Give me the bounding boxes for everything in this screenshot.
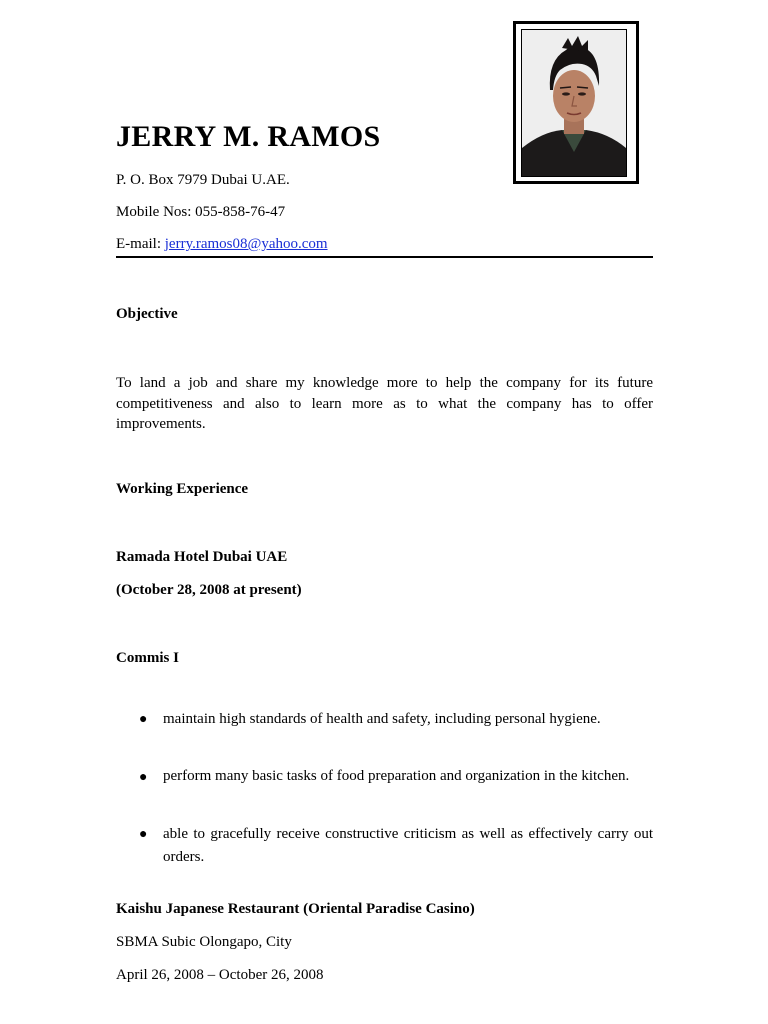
header-divider [116, 256, 653, 258]
mobile-line: Mobile Nos: 055-858-76-47 [116, 204, 286, 220]
email-link[interactable]: jerry.ramos08@yahoo.com [164, 236, 328, 252]
job1-employer: Ramada Hotel Dubai UAE [116, 549, 288, 565]
job1-dates: (October 28, 2008 at present) [116, 582, 302, 598]
email-line [116, 236, 328, 253]
objective-heading: Objective [116, 306, 178, 322]
bullet-icon: ● [139, 827, 148, 842]
job1-title: Commis I [116, 650, 179, 666]
address-line: P. O. Box 7979 Dubai U.AE. [116, 172, 290, 188]
job2-location: SBMA Subic Olongapo, City [116, 934, 292, 950]
duty-item: able to gracefully receive constructive criticism as well as effectively carry out orders. [163, 826, 653, 865]
profile-photo-frame [513, 21, 639, 184]
objective-text: To land a job and share my knowledge more to help the company for its future competitiveness and also to learn more as to what the company has to offer improvements. [116, 375, 653, 432]
experience-heading: Working Experience [116, 481, 249, 497]
bullet-icon: ● [139, 770, 148, 785]
profile-photo [521, 29, 627, 177]
duty-item: maintain high standards of health and safety, including personal hygiene. [163, 711, 601, 727]
email-label: E-mail: [116, 236, 165, 252]
duty-item: perform many basic tasks of food preparation and organization in the kitchen. [163, 768, 630, 784]
job2-employer: Kaishu Japanese Restaurant (Oriental Paradise Casino) [116, 901, 475, 917]
bullet-icon: ● [139, 712, 148, 727]
applicant-name: JERRY M. RAMOS [116, 120, 381, 153]
portrait-image [522, 30, 626, 176]
job2-dates: April 26, 2008 – October 26, 2008 [116, 967, 324, 983]
